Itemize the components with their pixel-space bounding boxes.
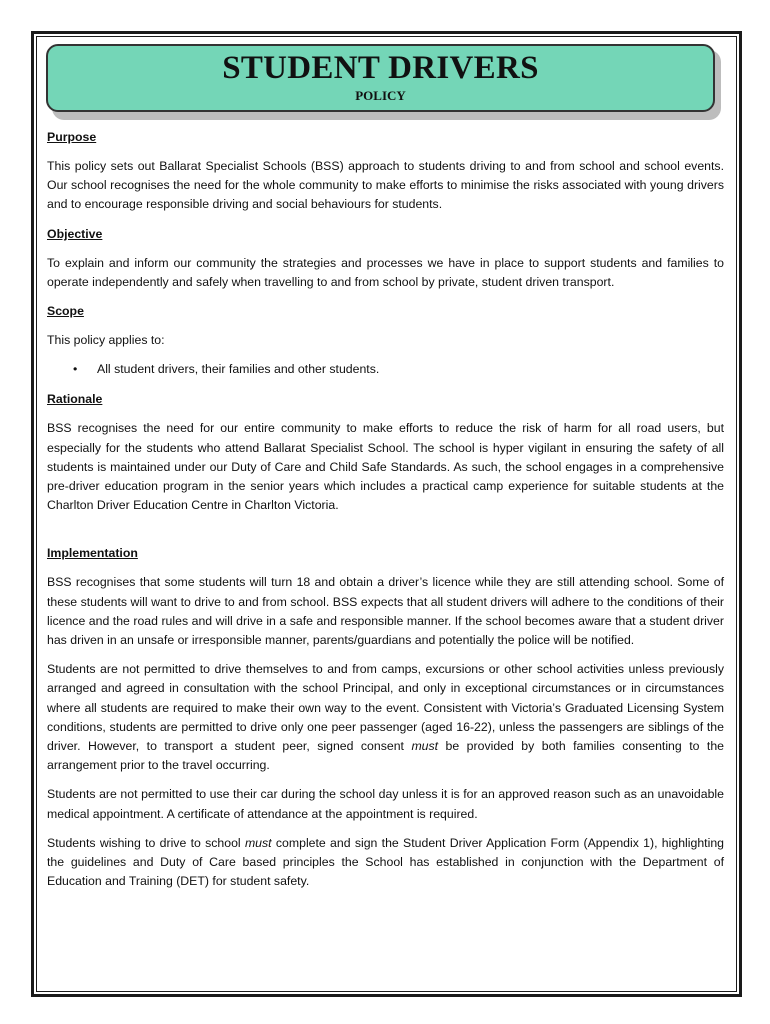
implementation-paragraph-4: Students wishing to drive to school must complete and sign the Student Driver Application Form (Appendix 1), highlighting the guidelines and Duty of Care based principles the School has established in conjunction with the Department of Education and Training (DET) for student safety. [47,835,725,889]
implementation-heading: Implementation [47,546,138,561]
scope-item-text: All student drivers, their families and other students. [97,362,380,377]
document-title: STUDENT DRIVERS [222,50,539,86]
rationale-heading: Rationale [47,392,103,407]
implementation-paragraph-1: BSS recognises that some students will turn 18 and obtain a driver’s licence while they are still attending school. Some of these students will want to drive to and from school. BSS expects that all student drivers will adhere to the conditions of their licence and the road rules and will drive in a safe and responsible manner. If the school becomes aware that a student driver has driven in an unsafe or irresponsible manner, parents/guardians and potentially the police will be notified. [47,575,724,648]
implementation-paragraph-2: Students are not permitted to drive themselves to and from camps, excursions or other school activities unless previously arranged and agreed in consultation with the school Principal, and only in exceptional circumstances or in circumstances where all students are required to make their own way to the event. Consistent with Victoria’s Graduated Licensing System conditions, students are permitted to drive only one peer passenger (aged 16-22), unless the passengers are siblings of the driver. However, to transport a student peer, signed consent must be provided by both families consenting to the arrangement prior to the travel occurring. [47,662,724,773]
objective-text: To explain and inform our community the strategies and processes we have in place to support students and families to operate independently and safely when travelling to and from school by private, student driven transport. [47,255,724,289]
scope-heading: Scope [47,304,84,319]
scope-intro: This policy applies to: [47,333,165,348]
title-banner [46,44,715,112]
rationale-text: BSS recognises the need for our entire community to make efforts to reduce the risk of harm for all road users, but especially for the students who attend Ballarat Specialist School. The school is hyper vigilant in ensuring the safety of all students is maintained under our Duty of Care and Child Safe Standards. As such, the school engages in a comprehensive pre-driver education program in the senior years which includes a practical camp experience for suitable students at the Charlton Driver Education Centre in Charlton Victoria. [47,421,724,513]
implementation-paragraph-3: Students are not permitted to use their car during the school day unless it is for an approved reason such as an unavoidable medical appointment. A certificate of attendance at the appointment is required. [47,787,724,821]
list-item [73,360,724,379]
document-subtitle: POLICY [355,88,406,103]
objective-heading: Objective [47,226,103,241]
purpose-heading: Purpose [47,130,97,144]
purpose-text: This policy sets out Ballarat Specialist Schools (BSS) approach to students driving to and from school and school events. Our school recognises the need for the whole community to make efforts to minimise the risks associated with young drivers and to encourage responsible driving and social behaviours for students. [47,159,724,212]
bullet-icon: • [73,362,78,377]
document-body [47,128,724,891]
